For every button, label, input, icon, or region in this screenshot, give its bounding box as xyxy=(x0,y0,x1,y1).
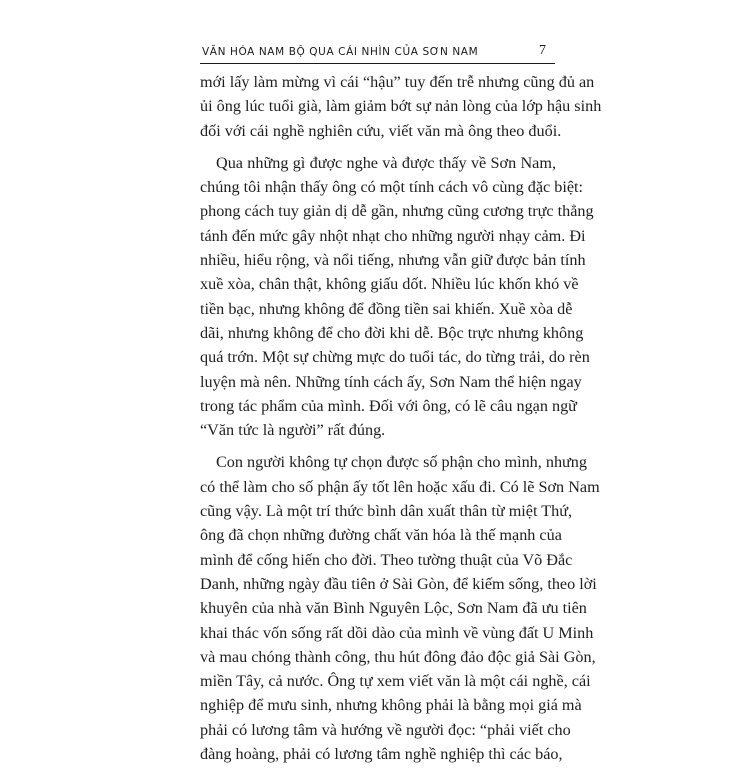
text-line: Con người không tự chọn được số phận cho mình, nhưng xyxy=(216,453,587,472)
text-line: và mau chóng thành công, thu hút đông đảo độc giả Sài Gòn, xyxy=(200,647,596,666)
text-line: tiền bạc, nhưng không để đồng tiền sai khiến. Xuề xòa dễ xyxy=(200,299,573,318)
text-line: mới lấy làm mừng vì cái “hậu” tuy đến trễ nhưng cũng đủ an xyxy=(200,73,595,91)
text-line: khuyên của nhà văn Bình Nguyên Lộc, Sơn Nam đã ưu tiên xyxy=(200,599,587,618)
text-line: “Văn tức là người” rất đúng. xyxy=(200,421,386,440)
text-line: xuề xòa, chân thật, không giấu dốt. Nhiều lúc khốn khó về xyxy=(200,275,579,294)
header-rule xyxy=(200,63,555,64)
text-line: nghiệp để mưu sinh, nhưng không phải là bằng mọi giá mà xyxy=(200,696,582,715)
text-line: đàng hoàng, phải có lương tâm nghề nghiệp thì các báo, xyxy=(200,745,563,764)
text-line: phải có lương tâm và hướng về người đọc: “phải viết cho xyxy=(200,720,571,739)
text-line: mình để cống hiến cho đời. Theo tường thuật của Võ Đắc xyxy=(200,550,573,569)
text-line: trong tác phẩm của mình. Đối với ông, có lẽ câu ngạn ngữ xyxy=(200,396,577,415)
text-line: tánh đến mức gây nhột nhạt cho những người nhạy cảm. Đi xyxy=(200,226,586,245)
paragraph xyxy=(200,450,600,766)
text-line: cũng vậy. Là một trí thức bình dân xuất thân từ miệt Thứ, xyxy=(200,502,573,521)
text-line: Danh, những ngày đầu tiên ở Sài Gòn, để kiếm sống, theo lời xyxy=(200,574,597,593)
text-line: khai thác vốn sống rất dồi dào của mình về vùng đất U Minh xyxy=(200,623,594,642)
running-title: VĂN HÓA NAM BỘ QUA CÁI NHÌN CỦA SƠN NAM xyxy=(202,46,479,58)
text-line: chúng tôi nhận thấy ông có một tính cách vô cùng đặc biệt: xyxy=(200,178,584,197)
text-line: quá trớn. Một sự chừng mực do tuổi tác, do từng trải, do rèn xyxy=(200,348,590,367)
paragraph xyxy=(200,70,602,143)
page-header xyxy=(202,43,554,63)
text-line: đối với cái nghề nghiên cứu, viết văn mà ông theo đuổi. xyxy=(200,121,562,140)
text-line: phong cách tuy giản dị dễ gần, nhưng cũng cương trực thẳng xyxy=(200,202,594,221)
paragraph xyxy=(200,151,594,443)
text-line: ủi ông lúc tuổi già, làm giảm bớt sự nản lòng của lớp hậu sinh xyxy=(200,97,602,116)
body-text xyxy=(200,70,602,774)
page-number: 7 xyxy=(539,43,546,58)
text-line: nhiều, hiểu rộng, và nổi tiếng, nhưng vẫn giữ được bản tính xyxy=(200,251,586,270)
text-line: Qua những gì được nghe và được thấy về Sơn Nam, xyxy=(216,153,556,172)
text-line: miền Tây, cả nước. Ông tự xem viết văn là một cái nghề, cái xyxy=(200,672,591,691)
text-line: luyện mà nên. Những tính cách ấy, Sơn Nam thể hiện ngay xyxy=(200,372,582,391)
text-line: ông đã chọn những đường chất văn hóa là thế mạnh của xyxy=(200,526,562,545)
text-line: dãi, nhưng không để cho đời khi dễ. Bộc trực nhưng không xyxy=(200,323,584,342)
text-line: có thể làm cho số phận ấy tốt lên hoặc xấu đi. Có lẽ Sơn Nam xyxy=(200,477,600,496)
